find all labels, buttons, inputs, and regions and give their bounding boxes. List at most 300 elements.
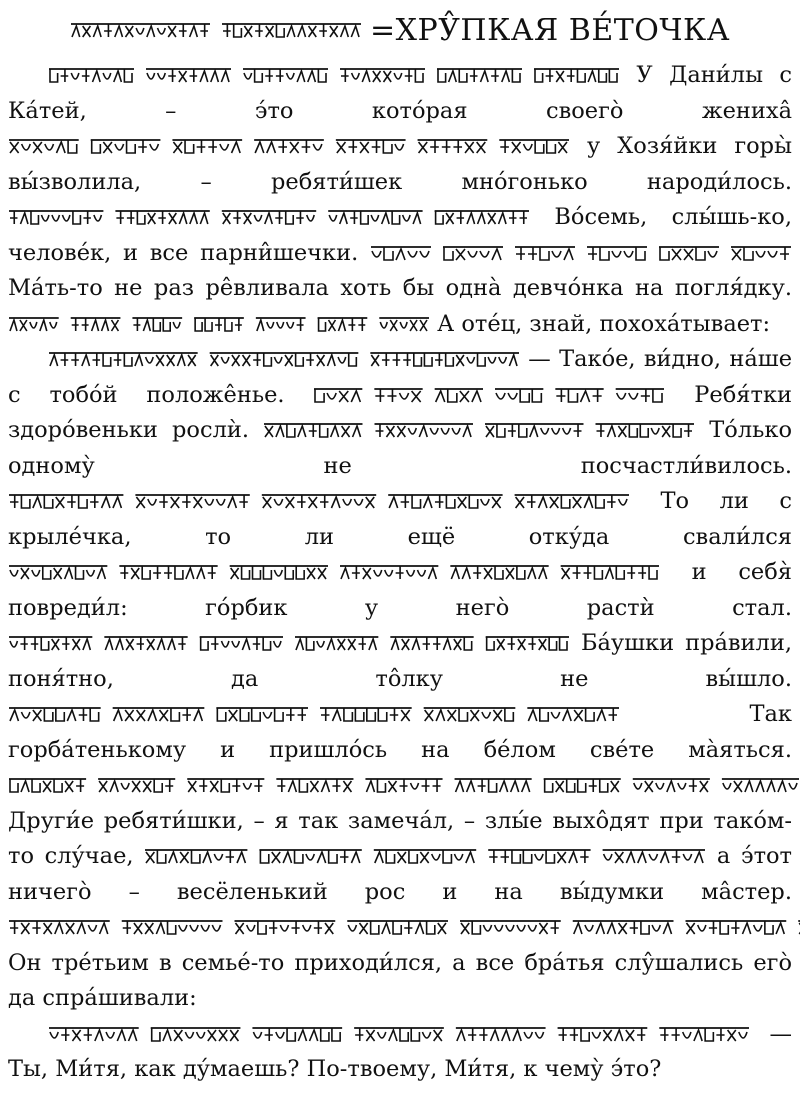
script-glyph [274, 499, 282, 505]
script-glyph [211, 71, 219, 82]
script-glyph [551, 712, 559, 718]
script-glyph [211, 637, 218, 650]
script-glyph [50, 322, 57, 328]
script-glyph [539, 639, 546, 650]
script-glyph [275, 708, 283, 721]
script-glyph [244, 213, 251, 224]
script-glyph [546, 850, 554, 863]
script-word [375, 424, 474, 437]
script-glyph [10, 211, 17, 224]
script-glyph [551, 921, 559, 934]
script-word [216, 708, 308, 721]
script-glyph [129, 1030, 137, 1041]
script-word [455, 779, 532, 792]
script-glyph [79, 495, 87, 508]
script-glyph [226, 850, 234, 863]
script-glyph [285, 566, 293, 579]
script-glyph [115, 26, 123, 37]
script-glyph [341, 26, 349, 37]
script-word [659, 1028, 749, 1041]
script-glyph [634, 783, 642, 789]
script-glyph [287, 424, 295, 437]
script-glyph [103, 142, 112, 153]
script-glyph [412, 495, 420, 508]
script-glyph [411, 783, 419, 789]
script-glyph [689, 779, 697, 792]
script-glyph [10, 320, 17, 331]
script-glyph [535, 69, 543, 82]
script-glyph [359, 637, 366, 650]
script-glyph [255, 142, 264, 153]
script-glyph [374, 570, 382, 576]
script-glyph [221, 779, 229, 792]
script-glyph [464, 637, 471, 650]
script-glyph [530, 426, 538, 437]
script-glyph [422, 779, 430, 792]
script-glyph [419, 142, 428, 153]
script-glyph [194, 710, 202, 721]
script-glyph [411, 1028, 419, 1041]
script-glyph [61, 353, 69, 366]
script-glyph [396, 566, 404, 579]
script-glyph [160, 710, 168, 721]
script-glyph [619, 499, 627, 505]
script-glyph [201, 925, 209, 931]
text-segment: Ребя́тки здоро́веньки рослѝ. [8, 381, 792, 443]
script-glyph [395, 144, 404, 150]
script-glyph [104, 24, 112, 37]
script-word [9, 211, 103, 224]
script-glyph [232, 641, 239, 647]
script-glyph [277, 779, 285, 792]
script-glyph [102, 320, 109, 331]
script-glyph [216, 499, 224, 505]
script-glyph [182, 495, 190, 508]
script-glyph [557, 389, 566, 402]
script-glyph [147, 73, 155, 79]
script-glyph [276, 69, 284, 82]
script-glyph [200, 24, 208, 37]
script-glyph [678, 783, 686, 789]
script-glyph [309, 497, 317, 508]
script-glyph [425, 710, 433, 721]
script-glyph [493, 710, 501, 721]
script-glyph [152, 1028, 160, 1041]
script-glyph [492, 249, 501, 260]
script-glyph [488, 357, 496, 363]
script-glyph [528, 247, 537, 260]
script-word [379, 318, 429, 331]
script-glyph [231, 568, 239, 579]
script-glyph [451, 568, 459, 579]
script-glyph [276, 426, 284, 437]
script-glyph [298, 426, 306, 437]
script-glyph [696, 247, 705, 260]
script-glyph [765, 921, 773, 934]
script-glyph [338, 639, 345, 650]
script-glyph [684, 249, 693, 260]
script-glyph [630, 921, 638, 934]
permic-script [49, 1024, 749, 1044]
script-glyph [92, 353, 100, 366]
script-glyph [287, 73, 295, 79]
script-glyph [478, 353, 486, 366]
script-word [485, 424, 584, 437]
script-glyph [499, 213, 506, 224]
script-glyph [414, 353, 422, 366]
script-glyph [683, 854, 691, 860]
script-glyph [242, 566, 250, 579]
script-glyph [656, 783, 664, 789]
script-glyph [116, 639, 123, 650]
script-glyph [103, 73, 111, 79]
script-glyph [195, 318, 202, 331]
script-glyph [230, 1030, 238, 1041]
script-glyph [124, 353, 132, 366]
script-glyph [308, 71, 316, 82]
script-glyph [83, 639, 90, 650]
script-word [222, 24, 361, 37]
script-glyph [72, 1030, 80, 1041]
script-glyph [124, 69, 132, 82]
script-glyph [32, 921, 40, 934]
script-glyph [378, 1032, 386, 1038]
script-word [659, 247, 719, 260]
text-segment: — Ты, Ми́тя, как ду́маешь? По-твоему, Ми́тя, к чему̀ э́то? [8, 1020, 792, 1082]
script-glyph [10, 142, 19, 153]
script-glyph [283, 852, 291, 863]
script-glyph [185, 140, 194, 153]
script-word [71, 24, 210, 37]
script-glyph [428, 568, 436, 579]
script-glyph [491, 69, 499, 82]
script-glyph [331, 497, 339, 508]
script-glyph [640, 424, 648, 437]
script-glyph [404, 921, 412, 934]
script-glyph [317, 641, 324, 647]
script-glyph [624, 251, 633, 257]
script-glyph [401, 710, 409, 721]
script-glyph [54, 568, 62, 579]
script-word [222, 211, 316, 224]
script-glyph [723, 783, 731, 789]
script-glyph [574, 424, 582, 437]
script-glyph [369, 639, 376, 650]
script-glyph [480, 251, 489, 257]
script-glyph [274, 357, 282, 363]
script-glyph [478, 779, 486, 792]
script-glyph [597, 710, 605, 721]
script-word [418, 140, 488, 153]
script-glyph [502, 71, 510, 82]
script-glyph [363, 568, 371, 579]
script-glyph [302, 140, 311, 153]
script-glyph [552, 428, 560, 434]
script-glyph [45, 144, 54, 150]
script-glyph [313, 144, 322, 150]
script-glyph [327, 639, 334, 650]
script-glyph [10, 779, 18, 792]
script-glyph [295, 850, 303, 863]
script-glyph [321, 781, 329, 792]
script-word [424, 708, 516, 721]
script-glyph [780, 247, 789, 260]
script-glyph [298, 708, 306, 721]
script-glyph [377, 779, 385, 792]
permic-script [9, 562, 659, 582]
script-word [354, 1028, 444, 1041]
script-glyph [242, 639, 249, 650]
text-segment: Так горба́тенькому и пришло́сь на бе́лом све́те ма̀яться. [8, 701, 792, 763]
script-glyph [408, 251, 417, 257]
script-glyph [210, 781, 218, 792]
script-glyph [371, 921, 379, 934]
script-glyph [446, 213, 453, 224]
script-glyph [462, 568, 470, 579]
script-glyph [434, 1030, 442, 1041]
script-glyph [500, 781, 508, 792]
script-glyph [609, 708, 617, 721]
script-glyph [512, 850, 520, 863]
script-glyph [556, 781, 564, 792]
script-glyph [468, 251, 477, 257]
paragraph [8, 1017, 792, 1088]
title-text: =ХРУ̂ПКАЯ ВЕ́ТОЧКА [370, 12, 730, 48]
script-glyph [114, 353, 122, 366]
script-glyph [221, 357, 229, 363]
script-word [515, 247, 575, 260]
paragraph [8, 342, 792, 1017]
script-glyph [114, 710, 122, 721]
script-glyph [500, 140, 509, 153]
script-glyph [412, 391, 421, 402]
text-segment: То ли с крыле́чка, то ли ещё отку́да свали́лся [8, 488, 793, 550]
script-glyph [734, 781, 742, 792]
script-glyph [127, 211, 134, 224]
script-glyph [132, 781, 140, 792]
script-glyph [194, 497, 202, 508]
script-glyph [331, 426, 339, 437]
script-glyph [578, 779, 586, 792]
script-glyph [393, 921, 401, 934]
script-glyph [55, 923, 63, 934]
script-glyph [200, 213, 207, 224]
script-glyph [673, 424, 681, 437]
script-glyph [156, 355, 164, 366]
script-glyph [40, 320, 47, 331]
script-glyph [588, 247, 597, 260]
script-glyph [367, 708, 375, 721]
script-glyph [221, 71, 229, 82]
script-word [210, 353, 359, 366]
script-glyph [164, 566, 172, 579]
script-glyph [82, 69, 90, 82]
script-glyph [79, 708, 87, 721]
script-glyph [148, 213, 155, 224]
script-glyph [103, 353, 111, 366]
script-glyph [244, 73, 252, 79]
script-glyph [421, 852, 429, 863]
script-glyph [338, 357, 346, 363]
script-glyph [449, 71, 457, 82]
script-word [460, 921, 561, 934]
script-glyph [168, 26, 176, 37]
script-glyph [471, 710, 479, 721]
script-glyph [30, 322, 37, 328]
script-glyph [186, 568, 194, 579]
script-word [9, 318, 59, 331]
script-glyph [427, 921, 435, 934]
script-word [135, 495, 249, 508]
script-glyph [585, 925, 593, 931]
script-glyph [214, 854, 222, 860]
script-glyph [296, 639, 303, 650]
script-glyph [366, 781, 374, 792]
script-glyph [320, 424, 328, 437]
script-glyph [95, 1030, 103, 1041]
script-glyph [41, 637, 48, 650]
script-glyph [744, 247, 753, 260]
script-glyph [662, 426, 670, 437]
script-glyph [223, 213, 230, 224]
script-glyph [456, 249, 465, 260]
script-glyph [720, 921, 728, 934]
script-glyph [66, 923, 74, 934]
script-word [371, 247, 431, 260]
script-glyph [320, 495, 328, 508]
script-glyph [171, 708, 179, 721]
script-glyph [420, 320, 427, 331]
script-word [561, 566, 659, 579]
script-glyph [705, 1028, 713, 1041]
script-glyph [593, 389, 602, 402]
script-glyph [21, 781, 29, 792]
script-glyph [190, 213, 197, 224]
script-glyph [258, 921, 266, 934]
script-glyph [637, 1028, 645, 1041]
script-glyph [660, 247, 669, 260]
script-glyph [388, 389, 397, 402]
script-glyph [310, 1030, 318, 1041]
script-glyph [197, 140, 206, 153]
text-segment: Во́семь, слы́шь-ко, челове́к, и все парни̂шечки. [8, 204, 793, 266]
script-glyph [33, 710, 41, 721]
script-glyph [495, 925, 503, 931]
script-glyph [163, 318, 170, 331]
script-glyph [549, 637, 556, 650]
script-glyph [343, 781, 351, 792]
script-glyph [123, 921, 131, 934]
paragraph [8, 58, 792, 342]
script-glyph [694, 1030, 702, 1041]
script-glyph [508, 424, 516, 437]
script-glyph [660, 1028, 668, 1041]
permic-script [9, 917, 800, 937]
script-glyph [178, 637, 185, 650]
script-glyph [179, 24, 187, 37]
script-word [252, 1028, 342, 1041]
script-glyph [455, 854, 463, 860]
script-glyph [389, 497, 397, 508]
script-glyph [539, 568, 547, 579]
script-glyph [581, 391, 590, 402]
script-glyph [50, 355, 58, 366]
script-glyph [263, 712, 271, 718]
script-glyph [393, 353, 401, 366]
script-glyph [232, 142, 241, 153]
script-glyph [182, 708, 190, 721]
script-glyph [384, 247, 393, 260]
permic-script [9, 136, 569, 156]
script-glyph [433, 637, 440, 650]
script-glyph [470, 69, 478, 82]
script-word [336, 140, 406, 153]
script-word [264, 424, 363, 437]
script-glyph [215, 318, 222, 331]
script-glyph [341, 69, 349, 82]
script-glyph [472, 921, 480, 934]
script-glyph [481, 71, 489, 82]
script-glyph [126, 26, 134, 37]
script-glyph [314, 921, 322, 934]
script-word [495, 389, 543, 402]
script-glyph [359, 923, 367, 934]
script-glyph [252, 708, 260, 721]
script-glyph [299, 779, 307, 792]
script-glyph [627, 566, 635, 579]
script-glyph [586, 708, 594, 721]
script-word [573, 921, 674, 934]
script-glyph [348, 318, 355, 331]
script-glyph [540, 247, 549, 260]
permic-script [9, 633, 569, 653]
script-glyph [82, 355, 90, 366]
script-glyph [82, 318, 89, 331]
script-glyph [391, 639, 398, 650]
script-glyph [457, 211, 464, 224]
script-word [9, 708, 101, 721]
script-glyph [236, 923, 244, 934]
script-glyph [102, 497, 110, 508]
script-glyph [398, 852, 406, 863]
script-glyph [599, 69, 607, 82]
script-glyph [306, 637, 313, 650]
script-word [132, 318, 182, 331]
script-word [119, 566, 217, 579]
script-glyph [615, 852, 623, 863]
script-word [320, 708, 412, 721]
script-glyph [201, 637, 208, 650]
script-glyph [358, 318, 365, 331]
script-glyph [442, 140, 451, 153]
script-glyph [756, 251, 765, 257]
script-glyph [158, 850, 166, 863]
script-glyph [208, 566, 216, 579]
script-glyph [90, 495, 98, 508]
script-glyph [212, 925, 220, 931]
script-glyph [563, 710, 571, 721]
script-glyph [222, 641, 229, 647]
script-glyph [321, 1028, 329, 1041]
script-glyph [274, 570, 282, 576]
script-glyph [535, 1032, 543, 1038]
script-glyph [776, 923, 784, 934]
permic-script [314, 385, 664, 405]
text-segment: — Тако́е, ви́дно, на́ше с тобо́й положе̂нье. [8, 346, 793, 408]
script-glyph [325, 923, 333, 934]
script-glyph [143, 781, 151, 792]
script-word [260, 850, 362, 863]
